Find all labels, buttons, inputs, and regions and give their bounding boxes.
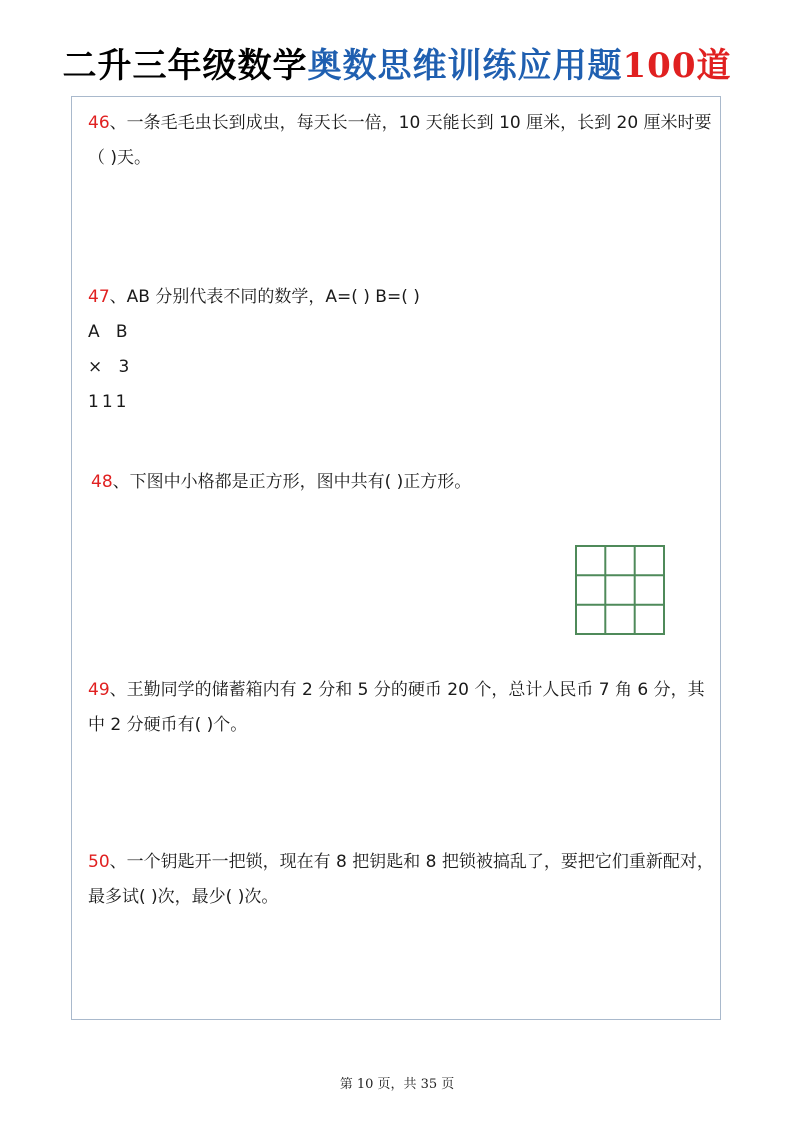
question-49 (88, 673, 718, 743)
grid-outer-border (576, 546, 664, 634)
page-footer: 第 10 页，共 35 页 (339, 1077, 455, 1092)
question-50 (88, 845, 718, 915)
question-number: 48 (91, 472, 113, 492)
title-part-count: 100道 (622, 46, 732, 86)
square-grid-figure (575, 545, 665, 635)
question-number: 46 (88, 113, 110, 133)
question-text: 一个钥匙开一把锁，现在有 8 把钥匙和 8 把锁被搞乱了，要把它们重新配对，最多试( )次，最少( )次。 (88, 852, 714, 907)
question-number: 47 (88, 287, 110, 307)
question-text: AB 分别代表不同的数学，A=( ) B=( ) (126, 287, 420, 307)
question-separator: 、 (109, 287, 127, 307)
question-text: 一条毛毛虫长到成虫，每天长一倍，10 天能长到 10 厘米，长到 20 厘米时要（ )天。 (88, 113, 712, 168)
equation-row-result: 111 (88, 392, 130, 412)
title-part-grade: 二升三年级数学 (62, 46, 308, 86)
question-number: 49 (88, 680, 110, 700)
question-separator: 、 (109, 113, 127, 133)
question-separator: 、 (109, 852, 127, 872)
question-text: 下图中小格都是正方形，图中共有( )正方形。 (129, 472, 472, 492)
equation-row-multiplier: × 3 (88, 357, 130, 377)
title-part-topic: 奥数思维训练应用题 (307, 46, 623, 86)
question-47 (88, 280, 718, 315)
question-separator: 、 (112, 472, 130, 492)
equation-row-operands: A B (88, 322, 128, 342)
question-number: 50 (88, 852, 110, 872)
question-separator: 、 (109, 680, 127, 700)
question-46 (88, 106, 718, 176)
question-text: 王勤同学的储蓄箱内有 2 分和 5 分的硬币 20 个，总计人民币 7 角 6 分，其中 2 分硬币有( )个。 (88, 680, 705, 735)
page-title (0, 38, 794, 87)
question-48 (91, 465, 721, 500)
